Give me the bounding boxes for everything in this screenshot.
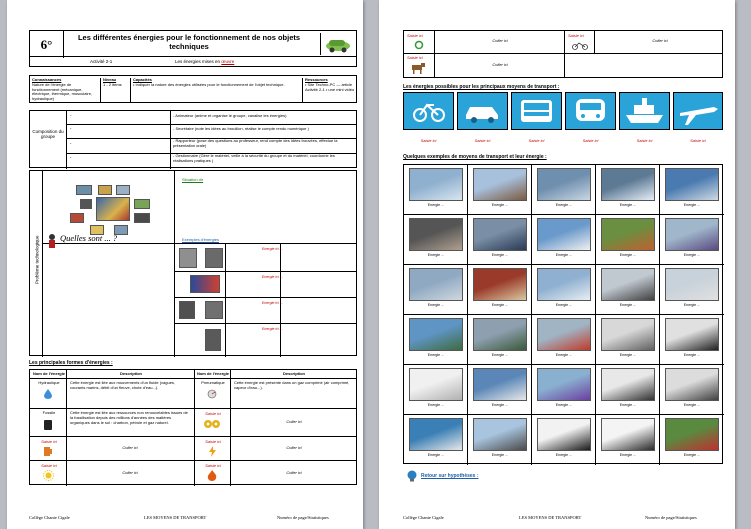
ship-tile: [619, 92, 670, 130]
transport-example-cell: [468, 365, 532, 415]
transport-energy-input-train[interactable]: Saisie ici: [582, 138, 599, 143]
energy-desc-fossile: Cette énergie est liée aux ressources non renouvelables issues de la fossilisation depuis des millions d'années des matières organiques dans le sol : charbon, pétrole et gaz naturel.: [70, 410, 188, 425]
activity-topic-text: Les énergies mises en: [175, 59, 221, 64]
info-level: Niveau 1 - 2 items: [100, 78, 126, 102]
transport-example-photo: [473, 268, 527, 301]
example-photo-5: [205, 301, 223, 319]
return-hypotheses-link[interactable]: Retour sur hypothèses :: [421, 473, 479, 479]
question-text: Quelles sont ... ?: [60, 233, 118, 243]
transport-energy-caption[interactable]: Energie ...: [427, 403, 445, 407]
transport-example-cell: [596, 365, 660, 415]
energy-desc-input[interactable]: Coller ici: [286, 445, 302, 450]
transport-example-cell: [532, 315, 596, 365]
example-photo-2: [205, 248, 223, 268]
transport-energy-caption[interactable]: Energie ...: [491, 203, 509, 207]
transport-example-cell: [596, 315, 660, 365]
transport-energy-caption[interactable]: Energie ...: [491, 303, 509, 307]
energy-name-input[interactable]: Saisie ici: [41, 439, 57, 444]
footer-school: Collège Chante Cigale: [403, 515, 444, 520]
transport-energy-caption[interactable]: Energie ...: [555, 303, 573, 307]
transport-energy-caption[interactable]: Energie ...: [555, 203, 573, 207]
thinking-person-icon: [46, 233, 58, 249]
transport-example-photo: [537, 268, 591, 301]
transport-example-cell: [404, 215, 468, 265]
transport-example-photo: [409, 218, 463, 251]
transport-energy-input-bus[interactable]: Saisie ici: [528, 138, 545, 143]
role-secretaire: - Secrétaire (note les idées au brouillon, réalise le compte rendu numérique ): [173, 126, 309, 131]
energy-placeholder-1[interactable]: Energie ici ...: [262, 247, 283, 251]
transport-example-photo: [665, 168, 719, 201]
example-photo-1: [179, 248, 197, 268]
transport-example-cell: [468, 165, 532, 215]
transport-example-cell: [660, 265, 724, 315]
energy-name-input[interactable]: Saisie ici: [205, 411, 221, 416]
group-label: Composition du groupe: [32, 129, 64, 140]
energy-desc-input[interactable]: Coller ici: [286, 470, 302, 475]
transport-example-photo: [601, 418, 655, 451]
info-resources: Ressources • Site Techno-PC — article Activité 2-1 • une mini vidéo: [302, 78, 356, 102]
situation-link[interactable]: Situation dir: [182, 177, 204, 182]
forms-divider: [194, 370, 195, 486]
energy-name-input[interactable]: Saisie ici: [568, 33, 584, 38]
dash-2: -: [70, 125, 72, 130]
transport-energy-caption[interactable]: Energie ...: [619, 303, 637, 307]
transport-grid: [403, 92, 723, 148]
transport-example-photo: [409, 418, 463, 451]
transport-energy-caption[interactable]: Energie ...: [683, 253, 701, 257]
energy-name-input[interactable]: Saisie ici: [205, 463, 221, 468]
transport-energy-caption[interactable]: Energie ...: [683, 203, 701, 207]
energy-desc-input[interactable]: Coller ici: [122, 445, 138, 450]
energy-desc-input[interactable]: Coller ici: [122, 470, 138, 475]
forms-line: [30, 460, 356, 461]
input-divider: [594, 31, 595, 53]
transport-example-photo: [473, 168, 527, 201]
transport-example-cell: [468, 265, 532, 315]
sun-icon: [43, 470, 54, 481]
document-page-1: [7, 0, 363, 529]
transport-energy-caption[interactable]: Energie ...: [491, 403, 509, 407]
energy-desc-input[interactable]: Coller ici: [286, 419, 302, 424]
transport-example-photo: [473, 368, 527, 401]
energy-placeholder-4[interactable]: Energie ici ...: [262, 327, 283, 331]
role-rapporteur: - Rapporteur (pose des questions au professeur, rend compte des idées trouvées, effectue la présentation orale): [173, 138, 338, 148]
input-divider: [434, 31, 435, 77]
transport-example-photo: [537, 168, 591, 201]
car-tile: [457, 92, 508, 130]
transport-example-photo: [409, 268, 463, 301]
example-line: [175, 271, 357, 272]
transport-example-cell: [404, 315, 468, 365]
energy-placeholder-2[interactable]: Energie ici ...: [262, 275, 283, 279]
transport-example-cell: [404, 415, 468, 465]
footer-school: Collège Chante Cigale: [29, 515, 70, 520]
transport-energy-input-bicycle[interactable]: Saisie ici: [420, 138, 437, 143]
transport-example-cell: [660, 215, 724, 265]
energy-name-input[interactable]: Saisie ici: [205, 439, 221, 444]
oil-barrel-icon: [43, 419, 53, 431]
train-tile: [565, 92, 616, 130]
input-line: [404, 53, 722, 54]
info-capacities: Capacités • Indiquer la nature des énergies utilisées pour le fonctionnement de l'objet technique.: [130, 78, 300, 102]
energy-input-table: [403, 30, 723, 78]
transport-energy-caption[interactable]: Energie ...: [683, 353, 701, 357]
gauge-icon: [206, 389, 218, 399]
transport-energy-input-ship[interactable]: Saisie ici: [636, 138, 653, 143]
activity-number: Activité 2-1: [90, 59, 113, 64]
grade-label: 6°: [30, 31, 64, 58]
forms-divider: [66, 370, 67, 486]
transport-example-cell: [404, 165, 468, 215]
transport-example-cell: [596, 165, 660, 215]
problem-divider: [42, 171, 43, 357]
group-line: [67, 124, 357, 125]
transport-example-photo: [473, 418, 527, 451]
transport-example-cell: [468, 215, 532, 265]
forms-line: [30, 408, 356, 409]
transport-example-cell: [532, 415, 596, 465]
collage-photo: [70, 213, 84, 223]
cyclist-icon: [572, 40, 588, 50]
energy-name-fossile: Fossile: [42, 410, 56, 415]
lightning-icon: [209, 446, 216, 457]
energy-name-input[interactable]: Saisie ici: [407, 55, 423, 60]
transport-example-photo: [409, 168, 463, 201]
document-page-2: [379, 0, 735, 529]
transport-example-photo: [537, 368, 591, 401]
lightbulb-icon: [405, 470, 419, 482]
transport-energy-caption[interactable]: Energie ...: [619, 203, 637, 207]
transport-energy-caption[interactable]: Energie ...: [427, 303, 445, 307]
transport-energy-caption[interactable]: Energie ...: [555, 253, 573, 257]
footer-page-number: Numéro de page/Statistiques: [277, 515, 329, 520]
transport-energy-caption[interactable]: Energie ...: [491, 453, 509, 457]
transport-energy-input-car[interactable]: Saisie ici: [474, 138, 491, 143]
transport-example-cell: [660, 365, 724, 415]
energy-desc-hydraulique: Cette énergie est liée aux mouvements d'un fluide (vagues, courants marins, débit d'un fleuve, chute d'eau...).: [70, 380, 176, 390]
example-photo-3: [190, 275, 220, 293]
problem-section: [29, 170, 357, 356]
energy-collage: [70, 185, 160, 237]
ship-icon: [620, 93, 669, 129]
transport-example-photo: [665, 268, 719, 301]
transport-example-photo: [537, 418, 591, 451]
dash-3: -: [70, 140, 72, 145]
col-header-description: Description: [282, 371, 305, 376]
energy-desc-input[interactable]: Coller ici: [492, 62, 508, 67]
col-header-name: Nom de l'énergie: [196, 371, 230, 376]
energy-desc-input[interactable]: Coller ici: [652, 38, 668, 43]
problem-divider-2: [174, 171, 175, 357]
footer-title: LES MOYENS DE TRANSPORT: [144, 515, 207, 520]
transport-energy-caption[interactable]: Energie ...: [491, 253, 509, 257]
water-drop-icon: [44, 389, 52, 399]
transport-example-photo: [601, 218, 655, 251]
bus-tile: [511, 92, 562, 130]
example-divider: [225, 243, 226, 357]
examples-heading: Quelques exemples de moyens de transport et leur énergie :: [403, 154, 547, 160]
problem-label: Problème technologique: [34, 235, 40, 284]
recycle-icon: [414, 40, 424, 50]
bicycle-tile: [403, 92, 454, 130]
transport-example-cell: [404, 265, 468, 315]
transport-energy-caption[interactable]: Energie ...: [491, 353, 509, 357]
col-header-name: Nom de l'énergie: [32, 371, 66, 376]
page-title: Les différentes énergies pour le fonctionnement de nos objets techniques: [77, 33, 301, 52]
role-gestionnaire: - Gestionnaire (Gère le matériel, veille à la sécurité du groupe et du matériel, coordonne les réalisations pratiques ): [173, 153, 335, 163]
info-table: [29, 75, 357, 103]
forms-line: [30, 436, 356, 437]
transport-example-photo: [601, 318, 655, 351]
flame-icon: [206, 470, 218, 481]
energy-desc-input[interactable]: Coller ici: [492, 38, 508, 43]
transport-example-cell: [532, 265, 596, 315]
dash-1: -: [70, 112, 72, 117]
transport-energy-input-airplane[interactable]: Saisie ici: [690, 138, 706, 143]
car-logo-icon: [320, 33, 354, 55]
transport-example-photo: [601, 268, 655, 301]
transport-example-cell: [596, 415, 660, 465]
gears-icon: [203, 418, 221, 430]
transport-example-cell: [660, 165, 724, 215]
transport-example-cell: [660, 315, 724, 365]
transport-example-cell: [660, 415, 724, 465]
transport-energy-caption[interactable]: Energie ...: [683, 303, 701, 307]
airplane-icon: [674, 93, 722, 129]
transport-energy-caption[interactable]: Energie ...: [427, 453, 445, 457]
transport-example-photo: [665, 318, 719, 351]
collage-photo: [134, 213, 150, 223]
example-photo-6: [205, 329, 221, 351]
info-knowledge: Connaissances Nature de l'énergie de fonctionnement (mécanique, électrique, thermique, musculaire, hydraulique): [32, 77, 93, 102]
group-divider: [66, 111, 67, 169]
forms-line: [30, 378, 356, 379]
transport-example-cell: [532, 165, 596, 215]
transport-example-photo: [473, 218, 527, 251]
transport-energy-caption[interactable]: Energie ...: [619, 253, 637, 257]
example-line: [175, 323, 357, 324]
transport-energy-caption[interactable]: Energie ...: [619, 403, 637, 407]
transport-example-photo: [601, 368, 655, 401]
energy-name-hydraulique: Hydraulique: [38, 380, 60, 385]
col-header-description: Description: [119, 371, 142, 376]
transport-example-photo: [601, 168, 655, 201]
activity-topic: [175, 59, 234, 64]
example-line: [175, 297, 357, 298]
forms-heading: Les principales formes d'énergies :: [29, 360, 113, 366]
group-divider-2: [170, 111, 171, 169]
dash-4: -: [70, 154, 72, 159]
transport-energy-caption[interactable]: Energie ...: [683, 403, 701, 407]
transport-example-cell: [596, 215, 660, 265]
problem-line: [43, 243, 357, 244]
collage-photo: [76, 185, 92, 195]
energy-placeholder-3[interactable]: Energie ici ...: [262, 301, 283, 305]
transport-energy-caption[interactable]: Energie ...: [427, 253, 445, 257]
transport-energy-caption[interactable]: Energie ...: [619, 453, 637, 457]
transport-example-photo: [665, 218, 719, 251]
examples-link[interactable]: Exemples d'énergies: [182, 237, 220, 242]
header-table: [29, 30, 357, 57]
transport-example-cell: [532, 215, 596, 265]
transport-example-cell: [468, 315, 532, 365]
collage-photo: [134, 199, 150, 209]
transport-energy-caption[interactable]: Energie ...: [555, 403, 573, 407]
car-icon: [458, 93, 507, 129]
example-divider: [280, 243, 281, 357]
energy-desc-pneumatique: Cette énergie est présente dans un gaz comprimé (air comprimé, vapeur d'eau...).: [234, 380, 350, 390]
transport-example-photo: [665, 418, 719, 451]
input-divider: [564, 31, 565, 77]
transport-energy-caption[interactable]: Energie ...: [555, 353, 573, 357]
transport-example-photo: [537, 318, 591, 351]
collage-center-photo: [96, 197, 130, 221]
fuel-pump-icon: [43, 446, 53, 457]
airplane-tile: [673, 92, 723, 130]
collage-photo: [80, 199, 92, 209]
energy-forms-table: [29, 369, 357, 485]
transport-example-photo: [665, 368, 719, 401]
footer-title: LES MOYENS DE TRANSPORT: [519, 515, 582, 520]
energy-name-input[interactable]: Saisie ici: [41, 463, 57, 468]
role-animateur: - Animateur (anime et organise le groupe, canalise les énergies): [173, 113, 287, 118]
collage-photo: [98, 185, 112, 195]
transport-energy-caption[interactable]: Energie ...: [555, 453, 573, 457]
bicycle-icon: [404, 93, 453, 129]
transport-examples-grid: [403, 164, 723, 464]
transport-energy-caption[interactable]: Energie ...: [683, 453, 701, 457]
group-table: [29, 110, 357, 168]
horse-icon: [410, 62, 426, 74]
transport-example-photo: [537, 218, 591, 251]
transport-example-cell: [596, 265, 660, 315]
collage-photo: [116, 185, 130, 195]
transport-example-cell: [532, 365, 596, 415]
forms-divider: [230, 370, 231, 486]
footer-page-number: Numéro de page/Statistiques: [645, 515, 697, 520]
transport-example-photo: [409, 368, 463, 401]
example-photo-4: [179, 301, 195, 319]
transport-energy-caption[interactable]: Energie ...: [427, 353, 445, 357]
energy-name-pneumatique: Pneumatique: [201, 380, 225, 385]
energy-name-input[interactable]: Saisie ici: [407, 33, 423, 38]
transport-energy-caption[interactable]: Energie ...: [619, 353, 637, 357]
transport-example-photo: [473, 318, 527, 351]
transport-energy-caption[interactable]: Energie ...: [427, 203, 445, 207]
transport-example-cell: [404, 365, 468, 415]
transport-heading: Les énergies possibles pour les principaux moyens de transport :: [403, 84, 560, 90]
train-icon: [566, 93, 615, 129]
activity-topic-link[interactable]: œuvre: [221, 59, 235, 64]
bus-icon: [512, 93, 561, 129]
transport-example-photo: [409, 318, 463, 351]
transport-example-cell: [468, 415, 532, 465]
activity-row: [29, 57, 357, 67]
